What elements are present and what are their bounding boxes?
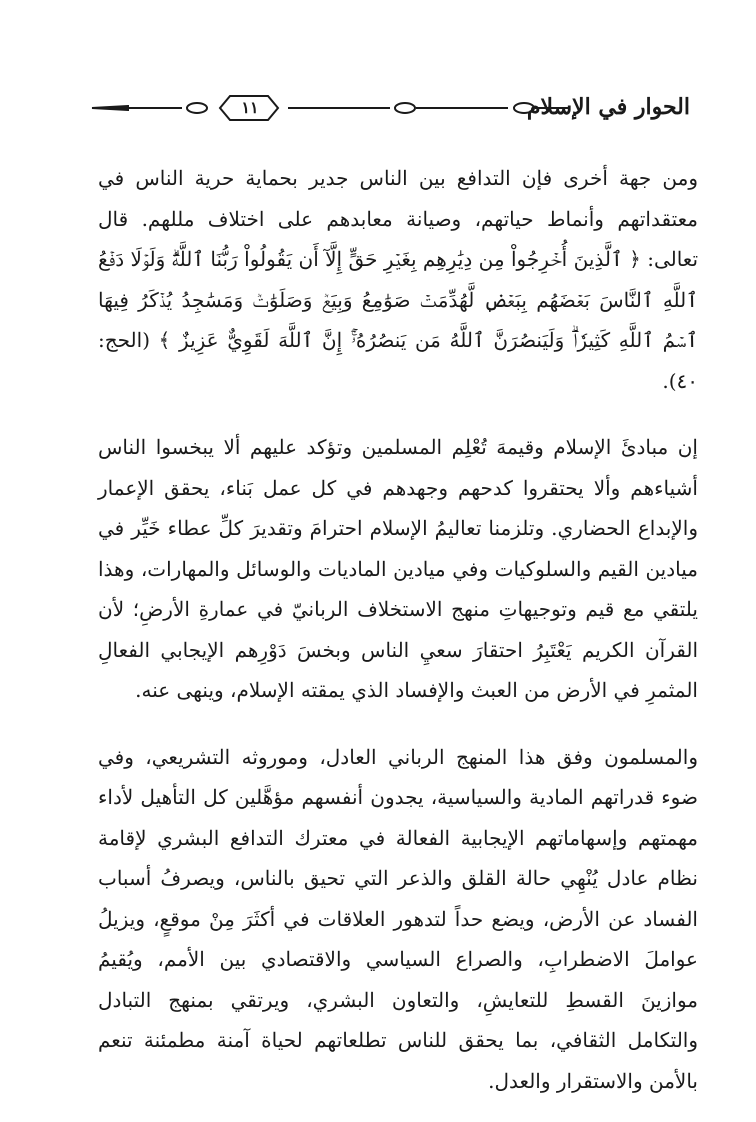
paragraph-2: إن مبادئَ الإسلام وقيمهَ تُعْلِم المسلمين وتؤكد عليهم ألا يبخسوا الناس أشياءهم وألا يحتقروا كدحهم وجهدهم في كل عمل بَناء، يحقق الإعمار والإبداع الحضاري. وتلزمنا تعاليمُ الإسلام احترامَ وتقديرَ كلِّ عطاء خَيِّر في ميادين القيم والسلوكيات وفي ميادين الماديات والوسائل والمهارات، وهذا يلتقي مع قيم وتوجيهاتِ منهج الاستخلاف الربانيّ في عمارةِ الأرضِ؛ لأن القرآن الكريم يَعْتَبِرُ احتقارَ سعيِ الناس وبخسَ دَوْرِهم الإيجابي الفعالِ المثمرِ في الأرض من العبث والإفساد الذي يمقته الإسلام، وينهى عنه. bbox=[98, 435, 698, 702]
running-title: الحوار في الإسلام bbox=[526, 94, 690, 120]
page-body bbox=[98, 158, 698, 1101]
paragraph-1 bbox=[98, 158, 698, 401]
paragraph-1-intro: ومن جهة أخرى فإن التدافع بين الناس جدير بحماية حرية الناس في معتقداتهم وأنماط حياتهم، وصيانة معابدهم على اختلاف مللهم. قال تعالى: bbox=[98, 166, 699, 271]
paragraph-3: والمسلمون وفق هذا المنهج الرباني العادل، وموروثه التشريعي، وفي ضوء قدراتهم المادية والسياسية، يجدون أنفسهم مؤهَّلين كل التأهيل لأداء مهمتهم وإسهاماتهم الإيجابية الفعالة في معترك التدافع البشري لإقامة نظام عادل يُنْهِي حالة القلق والذعر التي تحيق بالناس، ويصرفُ أسباب الفساد عن الأرض، ويضع حداً لتدهور العلاقات في أكثَرَ مِنْ موقعٍ، ويزيلُ عواملَ الاضطرابِ، والصراع السياسي والاقتصادي بين الأمم، ويُقيمُ موازينَ القسطِ للتعايشِ، والتعاون البشري، ويرتقي بمنهج التبادل والتكامل الثقافي، بما يحقق للناس تطلعاتهم لحياة آمنة مطمئنة تنعم بالأمن والاستقرار والعدل. bbox=[98, 744, 698, 1093]
quran-verse: ﴿ ٱلَّذِينَ أُخۡرِجُواْ مِن دِيَٰرِهِم بِغَيۡرِ حَقٍّ إِلَّآ أَن يَقُولُواْ رَبُّنَا ٱللَّهُۗ وَلَوۡلَا دَفۡعُ ٱللَّهِ ٱلنَّاسَ بَعۡضَهُم بِبَعۡضٖ لَّهُدِّمَتۡ صَوَٰمِعُ وَبِيَعٞ وَصَلَوَٰتٞ وَمَسَٰجِدُ يُذۡكَرُ فِيهَا ٱسۡمُ ٱللَّهِ كَثِيرٗاۗ وَلَيَنصُرَنَّ ٱللَّهُ مَن يَنصُرُهُۥٓۚ إِنَّ ٱللَّهَ لَقَوِيٌّ عَزِيزٌ ﴾ bbox=[98, 247, 698, 352]
page-header bbox=[90, 88, 690, 128]
header-ornament-rule bbox=[90, 88, 570, 128]
page-number: ١١ bbox=[241, 98, 259, 117]
verse-citation: (الحج: ٤٠). bbox=[98, 328, 698, 393]
